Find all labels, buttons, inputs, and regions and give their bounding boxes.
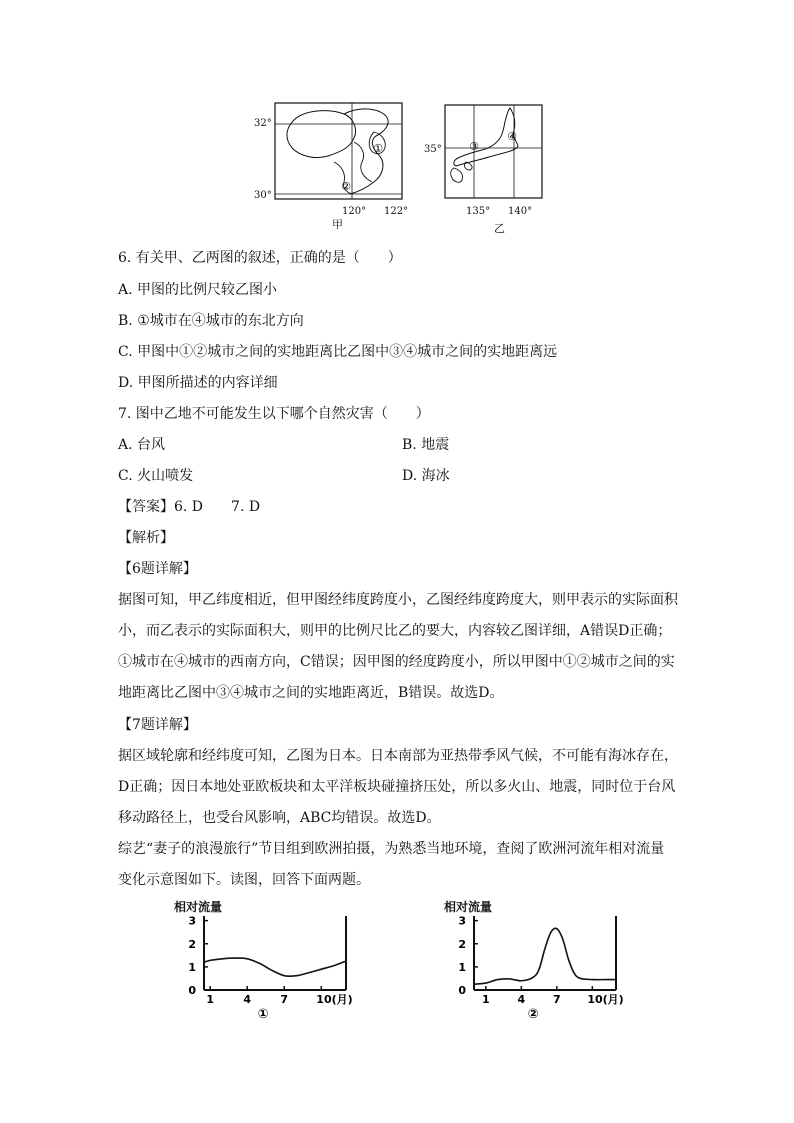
chart-intro: 综艺“妻子的浪漫旅行”节目组到欧洲拍摄，为熟悉当地环境，查阅了欧洲河流年相对流量变化示意图如下。读图，回答下面两题。 xyxy=(118,841,665,888)
map-yi xyxy=(420,102,550,236)
analysis-label: 【解析】 xyxy=(118,530,174,546)
y-tick-label: 2 xyxy=(188,937,196,951)
q6-option-a: A. 甲图的比例尺较乙图小 xyxy=(118,282,278,298)
q7-stem: 7. 图中乙地不可能发生以下哪个自然灾害（ ） xyxy=(118,406,430,422)
x-tick-label: 7 xyxy=(280,993,289,1006)
q7-option-c: C. 火山喷发 xyxy=(118,468,194,484)
chart-river-1 xyxy=(170,910,370,1022)
detail7-title: 【7题详解】 xyxy=(118,717,197,733)
y-tick-label: 0 xyxy=(458,984,466,997)
x-tick-label: 1 xyxy=(206,993,215,1006)
chart-caption: ② xyxy=(527,1007,539,1022)
map-yi-lon-135: 135° xyxy=(466,206,491,217)
q6-option-d: D. 甲图所描述的内容详细 xyxy=(118,375,278,391)
map-yi-caption: 乙 xyxy=(494,222,505,235)
q7-option-b: B. 地震 xyxy=(402,437,450,453)
q7-option-a: A. 台风 xyxy=(118,437,166,453)
answer-line: 【答案】6. D 7. D xyxy=(118,499,261,515)
map-jia-marker-1: ① xyxy=(373,142,383,155)
flow-series-line xyxy=(204,958,346,976)
map-jia-marker-2: ② xyxy=(341,180,351,193)
map-yi-lon-140: 140° xyxy=(508,206,533,217)
map-yi-marker-3: ③ xyxy=(469,140,479,153)
x-tick-label: 1 xyxy=(482,993,490,1006)
map-jia-lon-122: 122° xyxy=(384,206,409,217)
detail6-body: 据图可知，甲乙纬度相近，但甲图经纬度跨度小，乙图经纬度跨度大，则甲表示的实际面积小，而乙表示的实际面积大，则甲的比例尺比乙的要大，内容较乙图详细，A错误D正确；①城市在④城市的西南方向，C错误；因甲图的经度跨度小，所以甲图中①②城市之间的实地距离比乙图中③④城市之间的实地距离近，B错误。故选D。 xyxy=(118,592,678,701)
map-jia-lon-120: 120° xyxy=(342,206,367,217)
map-yi-marker-4: ④ xyxy=(507,130,517,143)
q6-stem: 6. 有关甲、乙两图的叙述，正确的是（ ） xyxy=(118,250,402,266)
flow-series-line xyxy=(474,928,616,984)
map-jia-lat-30: 30° xyxy=(254,190,272,201)
map-yi-lat-35: 35° xyxy=(424,144,442,155)
y-tick-label: 1 xyxy=(458,960,466,974)
q7-option-d: D. 海冰 xyxy=(402,468,450,484)
map-jia xyxy=(254,102,424,230)
q6-option-c: C. 甲图中①②城市之间的实地距离比乙图中③④城市之间的实地距离远 xyxy=(118,344,558,360)
chart1-ylabel: 相对流量 xyxy=(174,900,223,914)
x-tick-label: 4 xyxy=(517,993,526,1006)
map-jia-lat-32: 32° xyxy=(254,118,272,129)
y-tick-label: 3 xyxy=(188,914,196,928)
q6-option-b: B. ①城市在④城市的东北方向 xyxy=(118,313,304,329)
y-tick-label: 1 xyxy=(188,960,196,974)
x-tick-label: 10(月) xyxy=(587,993,624,1006)
chart2-ylabel: 相对流量 xyxy=(444,900,493,914)
x-tick-label: 7 xyxy=(553,993,561,1006)
y-tick-label: 0 xyxy=(188,984,196,997)
y-tick-label: 3 xyxy=(458,914,466,928)
x-tick-label: 10(月) xyxy=(316,993,353,1006)
detail7-body: 据区域轮廓和经纬度可知，乙图为日本。日本南部为亚热带季风气候，不可能有海冰存在，D正确；因日本地处亚欧板块和太平洋板块碰撞挤压处，所以多火山、地震，同时位于台风移动路径上，也受台风影响，ABC均错误。故选D。 xyxy=(118,748,678,826)
detail6-title: 【6题详解】 xyxy=(118,561,197,577)
map-jia-drawing xyxy=(274,102,404,202)
y-tick-label: 2 xyxy=(458,937,466,951)
chart-river-2 xyxy=(440,910,640,1022)
chart-caption: ① xyxy=(257,1007,269,1022)
map-yi-drawing xyxy=(444,104,544,200)
x-tick-label: 4 xyxy=(243,993,252,1006)
map-jia-caption: 甲 xyxy=(332,218,343,231)
